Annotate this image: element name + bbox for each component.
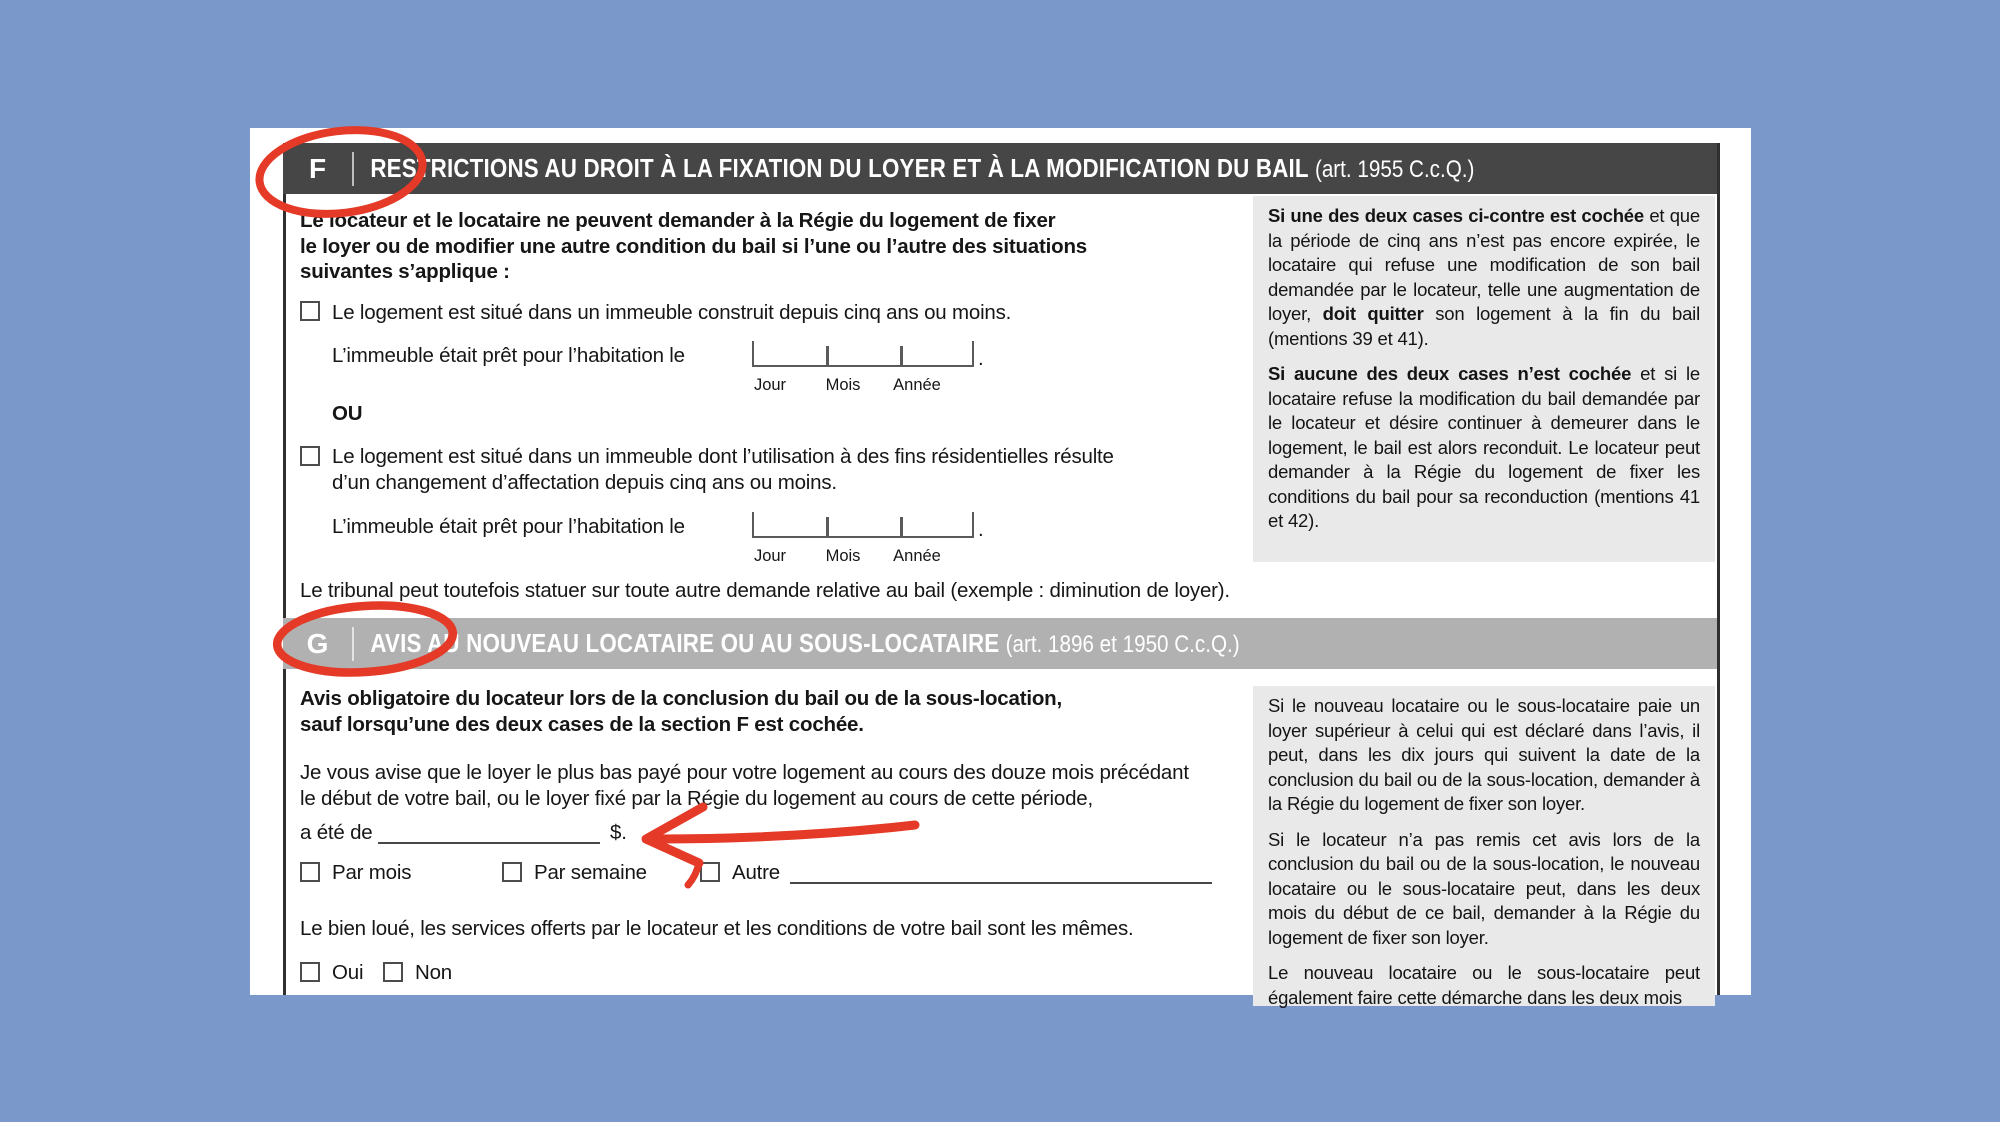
checkbox-non-label: Non bbox=[415, 961, 453, 984]
checkbox-oui[interactable] bbox=[300, 962, 320, 982]
f-sidebar-p1-strong: doit quitter bbox=[1322, 303, 1424, 324]
f-intro-line-2: le loyer ou de modifier une autre condition du bail si l’une ou l’autre des situations bbox=[300, 234, 1087, 258]
section-g-letter: G bbox=[306, 627, 329, 659]
amount-blank-field[interactable] bbox=[378, 820, 600, 844]
g-notice-line-2: le début de votre bail, ou le loyer fixé par la Régie du logement au cours de cette période, bbox=[300, 786, 1093, 810]
checkbox-par-mois-label: Par mois bbox=[332, 861, 412, 884]
date2-unit-annee: Année bbox=[893, 547, 941, 565]
date1-unit-mois: Mois bbox=[825, 376, 861, 394]
g-amount-prefix: a été de bbox=[300, 821, 373, 844]
date-field-2[interactable] bbox=[752, 512, 974, 538]
checkbox-immeuble-construit-label: Le logement est situé dans un immeuble construit depuis cinq ans ou moins. bbox=[332, 301, 1012, 324]
checkbox-par-semaine-label: Par semaine bbox=[534, 861, 647, 884]
autre-blank-field[interactable] bbox=[790, 860, 1212, 884]
section-f-title bbox=[354, 153, 1474, 184]
section-f-article: (art. 1955 C.c.Q.) bbox=[1314, 156, 1475, 183]
f-sidebar-p2-text: et si le locataire refuse la modification du bail demandée par le locateur et désire continuer à demeurer dans le logement, le bail est alors reconduit. Le locateur peut demander à la Régie du logement de fixer les conditions du bail pour sa reconduction (mentions 41 et 42). bbox=[1268, 363, 1701, 531]
f-sidebar-p1-lead: Si une des deux cases ci-contre est cochée bbox=[1268, 205, 1644, 226]
section-f-title-text: RESTRICTIONS AU DROIT À LA FIXATION DU LOYER ET À LA MODIFICATION DU BAIL bbox=[370, 153, 1309, 183]
checkbox-autre-label: Autre bbox=[732, 861, 780, 884]
date-tick bbox=[900, 517, 903, 536]
date2-unit-mois: Mois bbox=[825, 547, 861, 565]
g-notice-line-1: Je vous avise que le loyer le plus bas payé pour votre logement au cours des douze mois précédant bbox=[300, 761, 1189, 784]
f-date2-period: . bbox=[978, 518, 984, 541]
g-sidebar-paragraph-2: Si le locateur n’a pas remis cet avis lors de la conclusion du bail ou de la sous-location, le nouveau locataire ou le sous-locataire peut, dans les deux mois du début de ce bail, demander à la Régie du logement de fixer son loyer. bbox=[1268, 828, 1700, 948]
f-date1-period: . bbox=[978, 347, 984, 370]
g-same-statement: Le bien loué, les services offerts par le locateur et les conditions de votre bail sont les mêmes. bbox=[300, 917, 1134, 940]
f-sidebar-p2-lead: Si aucune des deux cases n’est cochée bbox=[1268, 363, 1632, 384]
f-or-label: OU bbox=[332, 402, 363, 425]
checkbox-par-semaine[interactable] bbox=[502, 862, 522, 882]
f-sidebar-p1-tail: son logement à la fin du bail (mentions 39 et 41). bbox=[1268, 303, 1701, 349]
section-g-header bbox=[283, 618, 1717, 669]
date2-unit-jour: Jour bbox=[753, 547, 787, 565]
g-sidebar-p3-line2-clipped: également faire cette démarche dans les deux mois bbox=[1268, 986, 1682, 1008]
checkbox-autre[interactable] bbox=[700, 862, 720, 882]
section-g-sidebar bbox=[1253, 686, 1715, 1006]
g-intro-line-1: Avis obligatoire du locateur lors de la conclusion du bail ou de la sous-location, bbox=[300, 687, 1062, 710]
section-g-title bbox=[354, 628, 1240, 659]
lease-form-document bbox=[250, 128, 1751, 1008]
g-sidebar-paragraph-1: Si le nouveau locataire ou le sous-locataire paie un loyer supérieur à celui qui est déclaré dans l’avis, il peut, dans les dix jours qui suivent la date de la conclusion du bail ou de la sous-location, demander à la Régie du logement de fixer son loyer. bbox=[1268, 695, 1700, 814]
date1-unit-annee: Année bbox=[893, 376, 941, 394]
checkbox-changement-affectation-label-1: Le logement est situé dans un immeuble dont l’utilisation à des fins résidentielles résulte bbox=[332, 445, 1114, 468]
date-tick bbox=[826, 517, 829, 536]
checkbox-non[interactable] bbox=[383, 962, 403, 982]
f-ready-label-2: L’immeuble était prêt pour l’habitation le bbox=[332, 515, 685, 538]
f-sidebar-paragraph-2 bbox=[1268, 362, 1700, 534]
f-footer-tribunal: Le tribunal peut toutefois statuer sur toute autre demande relative au bail (exemple : diminution de loyer). bbox=[300, 579, 1230, 602]
f-intro-line-3: suivantes s’applique : bbox=[300, 260, 510, 283]
date-tick bbox=[826, 346, 829, 365]
g-sidebar-paragraph-3 bbox=[1268, 961, 1700, 1010]
checkbox-changement-affectation[interactable] bbox=[300, 446, 320, 466]
g-intro-line-2: sauf lorsqu’une des deux cases de la section F est cochée. bbox=[300, 712, 864, 736]
checkbox-oui-label: Oui bbox=[332, 961, 364, 984]
checkbox-changement-affectation-label-2: d’un changement d’affectation depuis cinq ans ou moins. bbox=[332, 470, 837, 494]
date-tick bbox=[900, 346, 903, 365]
section-f-letter: F bbox=[308, 152, 327, 184]
f-sidebar-p1-text: et que la période de cinq ans n’est pas encore expirée, le locataire qui refuse une modification de son bail demandée par le locateur, telle une augmentation de loyer, bbox=[1268, 205, 1700, 324]
g-amount-suffix: $. bbox=[610, 821, 627, 844]
date1-unit-jour: Jour bbox=[753, 376, 787, 394]
date-field-1[interactable] bbox=[752, 341, 974, 367]
g-sidebar-p3-line1: Le nouveau locataire ou le sous-locataire peut bbox=[1268, 962, 1700, 983]
f-intro-line-1: Le locateur et le locataire ne peuvent demander à la Régie du logement de fixer bbox=[300, 209, 1056, 232]
checkbox-par-mois[interactable] bbox=[300, 862, 320, 882]
section-g-title-text: AVIS AU NOUVEAU LOCATAIRE OU AU SOUS-LOCATAIRE bbox=[370, 628, 1000, 658]
checkbox-immeuble-construit[interactable] bbox=[300, 301, 320, 321]
f-sidebar-paragraph-1 bbox=[1268, 204, 1700, 351]
section-g-article: (art. 1896 et 1950 C.c.Q.) bbox=[1005, 631, 1240, 658]
f-ready-label-1: L’immeuble était prêt pour l’habitation le bbox=[332, 344, 685, 367]
section-f-sidebar bbox=[1253, 196, 1715, 562]
section-f-header bbox=[283, 143, 1717, 194]
